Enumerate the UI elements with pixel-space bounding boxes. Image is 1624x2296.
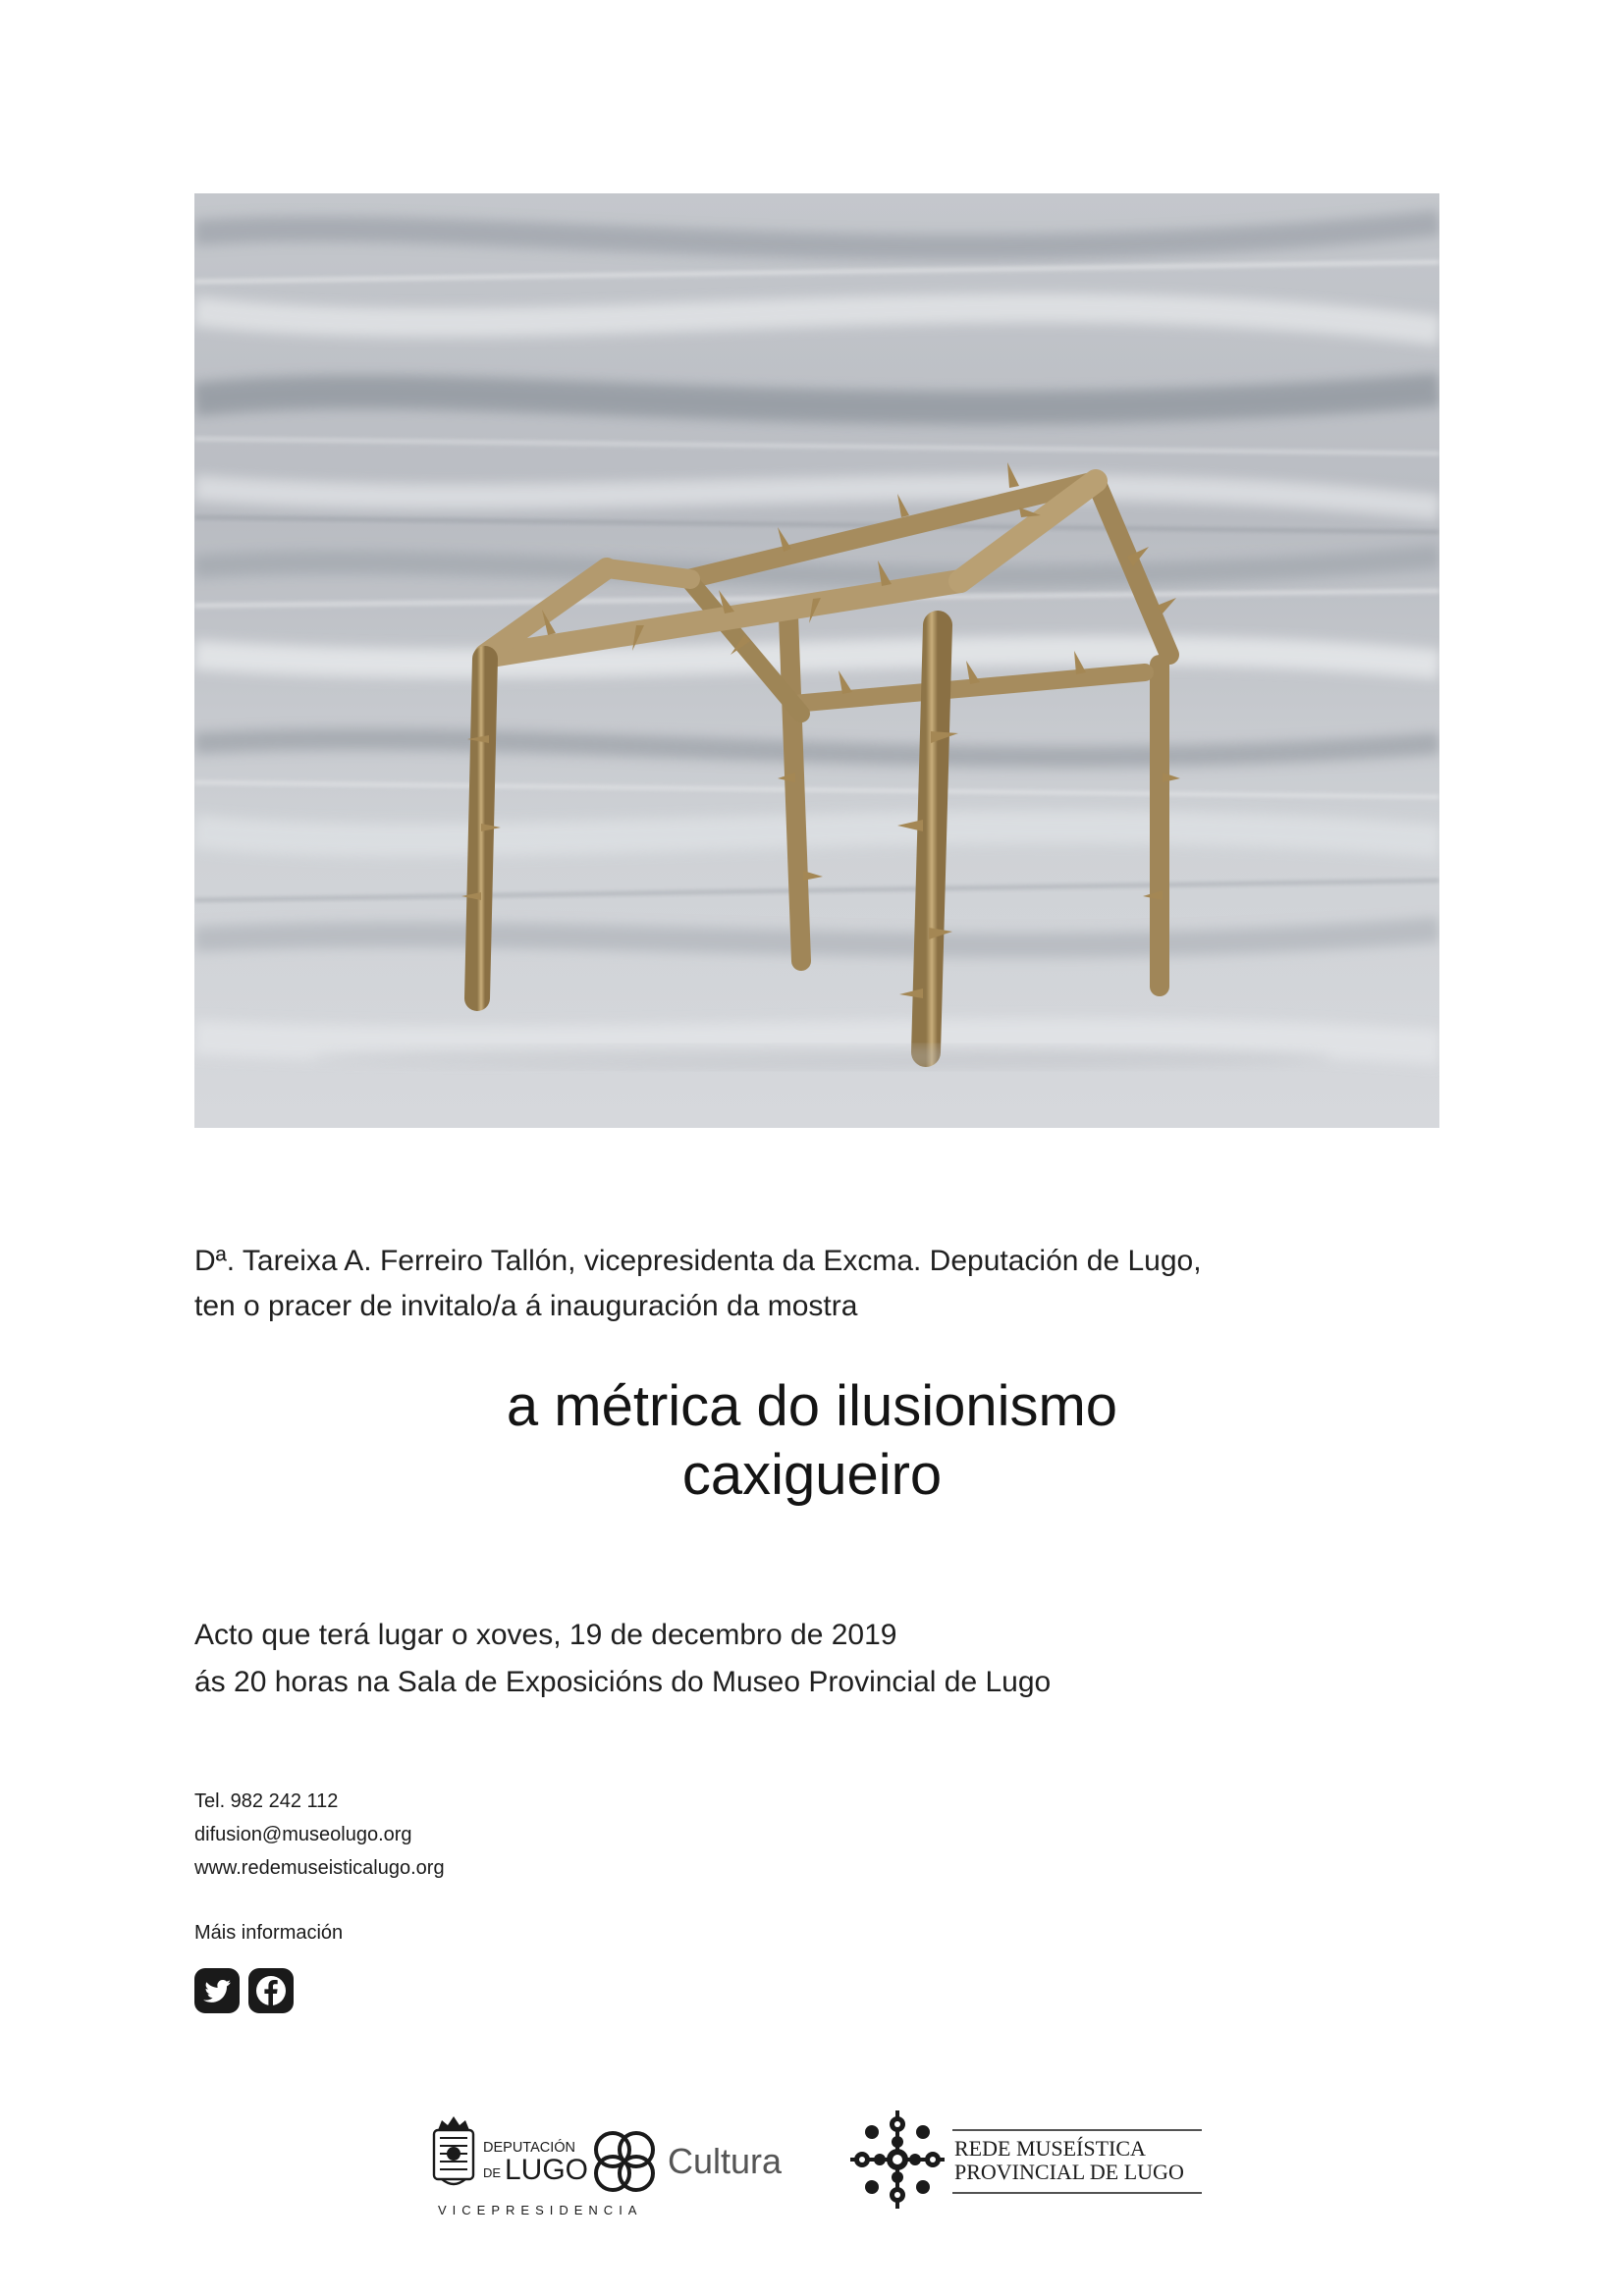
svg-text:PROVINCIAL DE LUGO: PROVINCIAL DE LUGO — [954, 2160, 1184, 2184]
exhibition-title: a métrica do ilusionismo — [506, 1374, 1118, 1438]
more-info-label: Máis información — [194, 1922, 344, 1944]
contact-info — [194, 1785, 445, 1885]
deputacion-lugo-logo — [432, 2116, 805, 2218]
event-details — [194, 1612, 1051, 1706]
contact-email[interactable]: difusion@museolugo.org — [194, 1824, 412, 1845]
coat-of-arms-icon — [434, 2116, 473, 2184]
svg-text:DE: DE — [483, 2165, 502, 2180]
exhibition-artist: caxigueiro — [681, 1443, 943, 1507]
svg-text:Cultura: Cultura — [668, 2141, 783, 2181]
svg-text:DEPUTACIÓN: DEPUTACIÓN — [483, 2140, 575, 2156]
invitation-line-2: ten o pracer de invitalo/a á inauguración da mostra — [194, 1290, 858, 1322]
exhibition-title-block — [0, 1372, 1624, 1510]
contact-phone: Tel. 982 242 112 — [194, 1790, 339, 1812]
svg-text:REDE MUSEÍSTICA: REDE MUSEÍSTICA — [954, 2136, 1146, 2161]
exhibition-photo — [194, 193, 1439, 1128]
svg-text:VICEPRESIDENCIA: VICEPRESIDENCIA — [438, 2203, 643, 2217]
event-date-line: Acto que terá lugar o xoves, 19 de decembro de 2019 — [194, 1619, 897, 1651]
event-venue-line: ás 20 horas na Sala de Exposicións do Museo Provincial de Lugo — [194, 1666, 1052, 1698]
social-links — [194, 1968, 294, 2013]
twitter-icon[interactable] — [194, 1968, 240, 2013]
cultura-rings-icon — [596, 2133, 653, 2190]
contact-website[interactable]: www.redemuseisticalugo.org — [194, 1857, 445, 1879]
footer-logos — [0, 2109, 1624, 2216]
facebook-icon[interactable] — [248, 1968, 294, 2013]
invitation-line-1: Dª. Tareixa A. Ferreiro Tallón, vicepresidenta da Excma. Deputación de Lugo, — [194, 1245, 1202, 1277]
invitation-text — [194, 1239, 1432, 1329]
svg-text:LUGO: LUGO — [505, 2154, 589, 2186]
rede-museistica-logo — [850, 2110, 1204, 2213]
